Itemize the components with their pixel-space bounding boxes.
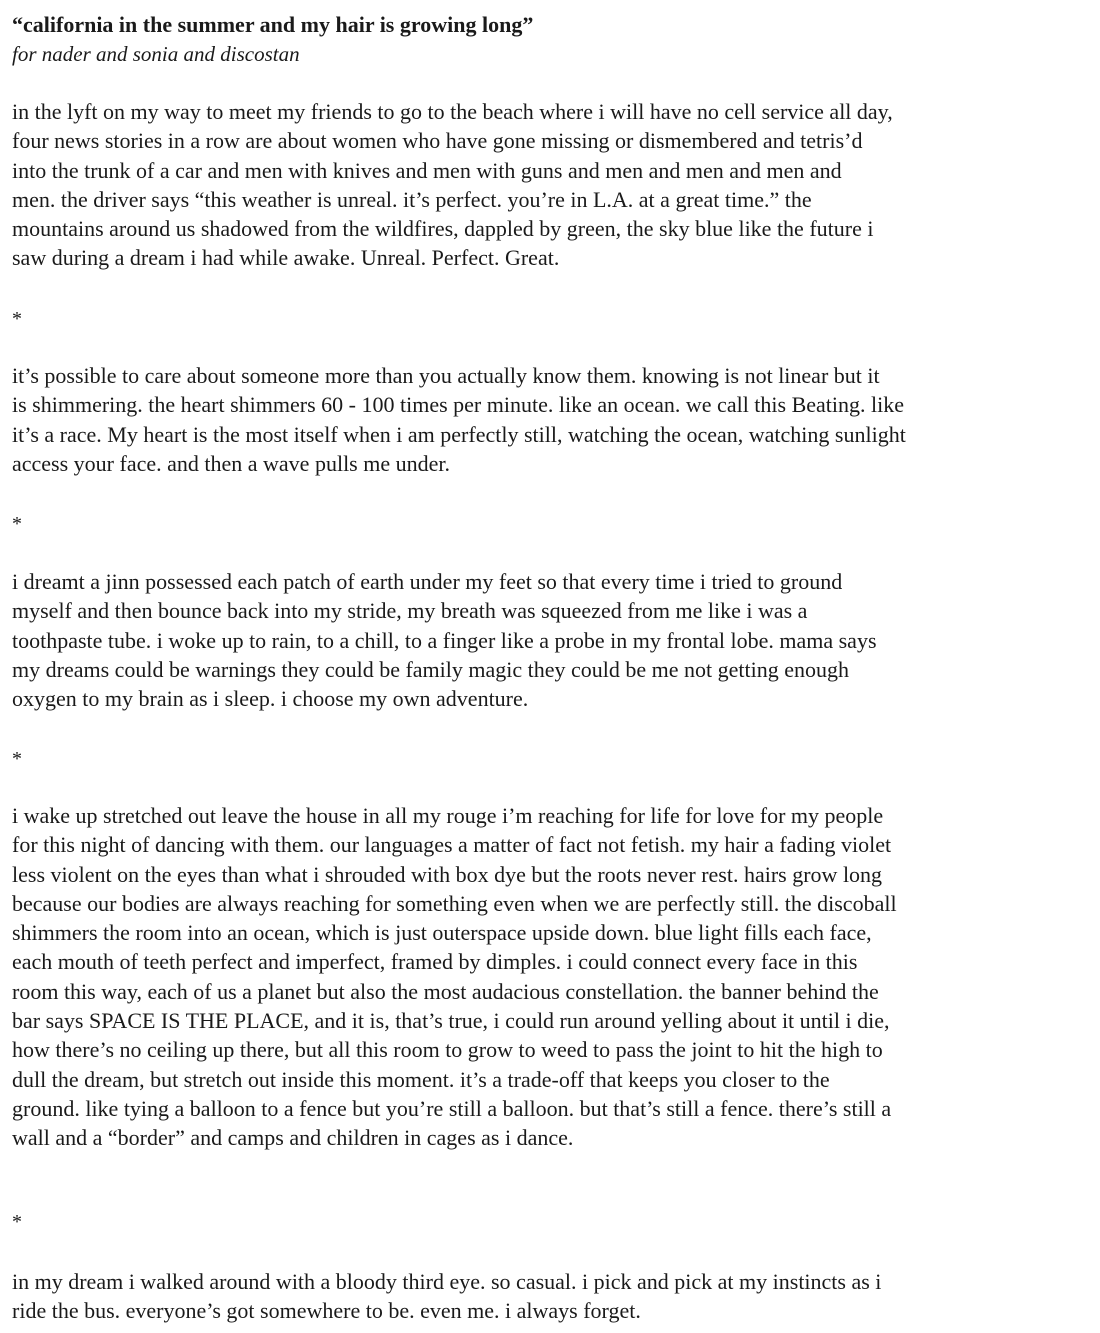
section-separator: * bbox=[12, 308, 22, 330]
stanza-3 bbox=[12, 567, 877, 713]
poem-line: it’s possible to care about someone more than you actually know them. knowing is not linear but it bbox=[12, 363, 880, 388]
poem-line: each mouth of teeth perfect and imperfect, framed by dimples. i could connect every face in this bbox=[12, 949, 858, 975]
poem-line: dull the dream, but stretch out inside this moment. it’s a trade-off that keeps you closer to the bbox=[12, 1066, 830, 1092]
poem-line: how there’s no ceiling up there, but all this room to grow to weed to pass the joint to hit the high to bbox=[12, 1037, 883, 1063]
poem-line: four news stories in a row are about women who have gone missing or dismembered and tetris’d bbox=[12, 128, 863, 154]
poem-line: i wake up stretched out leave the house in all my rouge i’m reaching for life for love for my people bbox=[12, 803, 884, 828]
poem-line: room this way, each of us a planet but also the most audacious constellation. the banner behind the bbox=[12, 978, 879, 1004]
section-separator: * bbox=[12, 513, 22, 535]
poem-dedication: for nader and sonia and discostan bbox=[12, 42, 300, 66]
poem-line: toothpaste tube. i woke up to rain, to a chill, to a finger like a probe in my frontal lobe. mama says bbox=[12, 627, 877, 653]
poem-line: my dreams could be warnings they could be family magic they could be me not getting enough bbox=[12, 656, 850, 682]
stanza-1 bbox=[12, 97, 893, 273]
poem-title: “california in the summer and my hair is growing long” bbox=[12, 12, 534, 37]
poem-line: less violent on the eyes than what i shrouded with box dye but the roots never rest. hairs grow long bbox=[12, 861, 883, 887]
section-separator: * bbox=[12, 1211, 22, 1233]
poem-line: in my dream i walked around with a bloody third eye. so casual. i pick and pick at my instincts as i bbox=[12, 1269, 882, 1294]
poem-line: because our bodies are always reaching for something even when we are perfectly still. the discoball bbox=[12, 890, 897, 916]
poem-line: bar says SPACE IS THE PLACE, and it is, that’s true, i could run around yelling about it until i die, bbox=[12, 1008, 890, 1034]
stanza-4 bbox=[12, 801, 897, 1153]
stanza-5 bbox=[12, 1267, 881, 1326]
poem-line: ride the bus. everyone’s got somewhere to be. even me. i always forget. bbox=[12, 1298, 641, 1324]
section-separator: * bbox=[12, 748, 22, 770]
poem-line: oxygen to my brain as i sleep. i choose my own adventure. bbox=[12, 686, 529, 712]
poem-line: men. the driver says “this weather is unreal. it’s perfect. you’re in L.A. at a great time.” the bbox=[12, 186, 812, 212]
poem-line: ground. like tying a balloon to a fence but you’re still a balloon. but that’s still a fence. there’s still a bbox=[12, 1095, 892, 1121]
poem-line: for this night of dancing with them. our languages a matter of fact not fetish. my hair a fading violet bbox=[12, 832, 892, 858]
poem-line: in the lyft on my way to meet my friends to go to the beach where i will have no cell service all day, bbox=[12, 99, 893, 124]
poem-line: access your face. and then a wave pulls me under. bbox=[12, 450, 450, 476]
poem-line: saw during a dream i had while awake. Unreal. Perfect. Great. bbox=[12, 245, 560, 271]
poem-line: it’s a race. My heart is the most itself when i am perfectly still, watching the ocean, watching sunlight bbox=[12, 421, 906, 447]
poem-line: shimmers the room into an ocean, which is just outerspace upside down. blue light fills each face, bbox=[12, 920, 872, 946]
poem-line: into the trunk of a car and men with knives and men with guns and men and men and men and bbox=[12, 157, 842, 183]
stanza-2 bbox=[12, 361, 906, 478]
poem-line: mountains around us shadowed from the wildfires, dappled by green, the sky blue like the future i bbox=[12, 216, 874, 242]
poem-line: wall and a “border” and camps and children in cages as i dance. bbox=[12, 1125, 574, 1151]
poem-line: i dreamt a jinn possessed each patch of earth under my feet so that every time i tried to ground bbox=[12, 569, 843, 594]
poem-line: is shimmering. the heart shimmers 60 - 100 times per minute. like an ocean. we call this Beating. like bbox=[12, 392, 905, 418]
poem-line: myself and then bounce back into my stride, my breath was squeezed from me like i was a bbox=[12, 598, 808, 624]
